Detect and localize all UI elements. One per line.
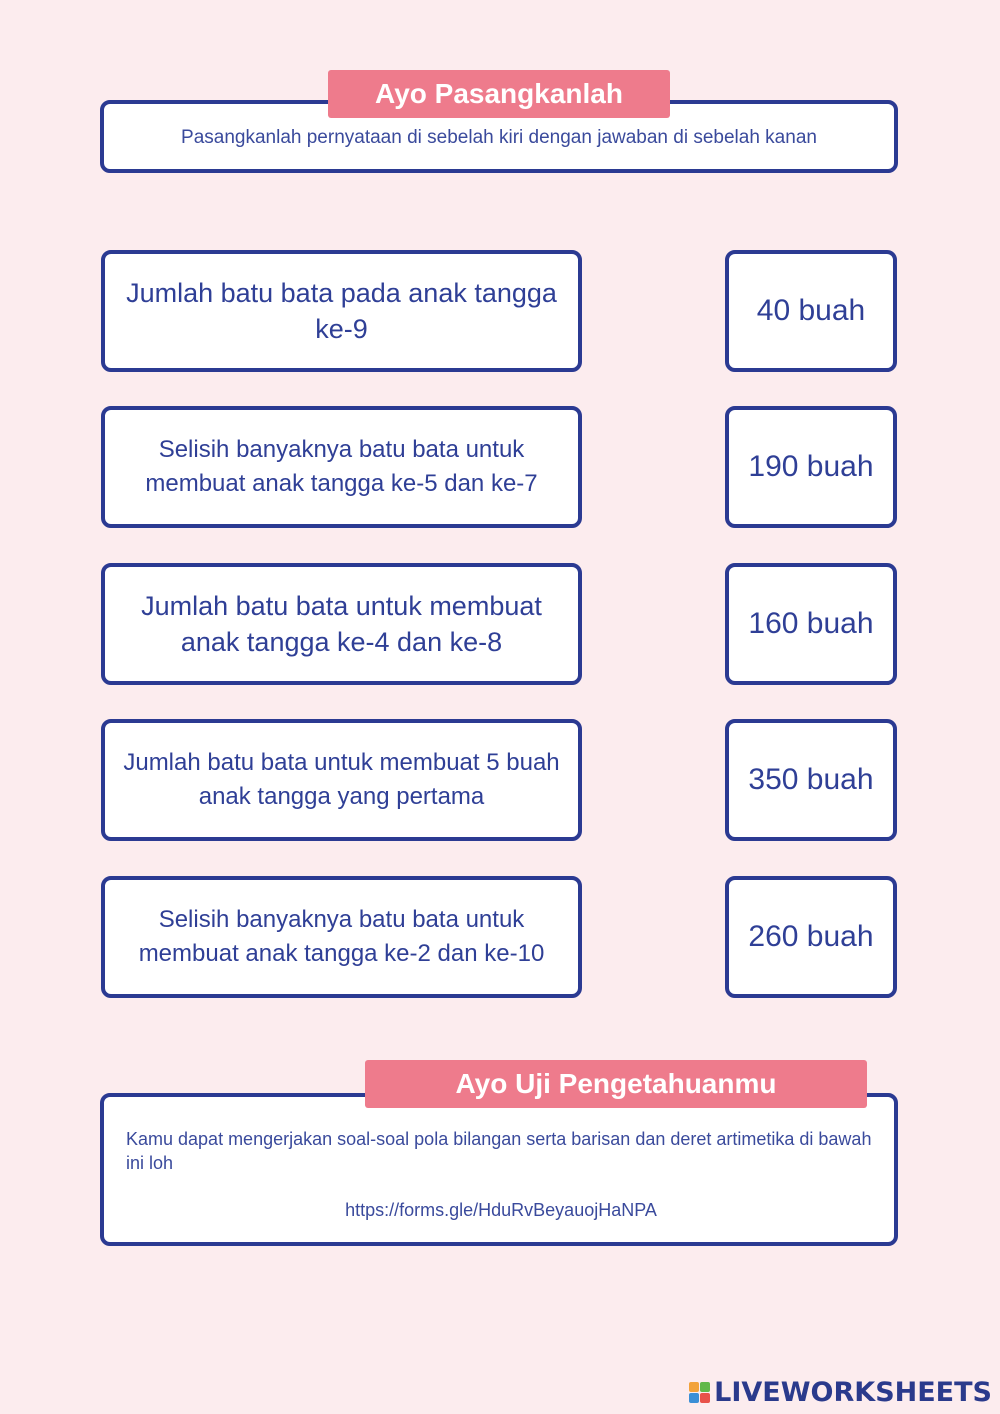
logo-square-e: [700, 1393, 710, 1403]
question-card-3[interactable]: [101, 563, 582, 685]
logo-square-l: [689, 1382, 699, 1392]
answer-card-1[interactable]: [725, 250, 897, 372]
liveworksheets-logo: [689, 1377, 992, 1408]
answer-text: 260 buah: [748, 920, 874, 953]
question-text: Jumlah batu bata untuk membuat anak tangga ke-4 dan ke-8: [141, 590, 542, 657]
answer-card-3[interactable]: [725, 563, 897, 685]
instruction-text: Pasangkanlah pernyataan di sebelah kiri dengan jawaban di sebelah kanan: [181, 126, 817, 148]
answer-card-4[interactable]: [725, 719, 897, 841]
brand-name: LIVEWORKSHEETS: [714, 1377, 992, 1408]
page-title: Ayo Pasangkanlah: [328, 70, 670, 118]
question-text: Jumlah batu bata pada anak tangga ke-9: [126, 277, 557, 344]
question-card-1[interactable]: [101, 250, 582, 372]
answer-card-2[interactable]: [725, 406, 897, 528]
test-description: Kamu dapat mengerjakan soal-soal pola bilangan serta barisan dan deret artimetika di bawah ini loh: [126, 1129, 872, 1174]
logo-square-v: [689, 1393, 699, 1403]
question-text: Selisih banyaknya batu bata untuk membuat anak tangga ke-5 dan ke-7: [145, 436, 538, 497]
question-card-5[interactable]: [101, 876, 582, 998]
form-link[interactable]: https://forms.gle/HduRvBeyauojHaNPA: [345, 1199, 657, 1220]
answer-card-5[interactable]: [725, 876, 897, 998]
question-text: Jumlah batu bata untuk membuat 5 buah anak tangga yang pertama: [123, 749, 560, 810]
answer-text: 190 buah: [748, 450, 874, 483]
question-card-2[interactable]: [101, 406, 582, 528]
test-section-title: Ayo Uji Pengetahuanmu: [365, 1060, 867, 1108]
logo-grid-icon: [689, 1382, 710, 1403]
logo-square-i: [700, 1382, 710, 1392]
test-box: [100, 1093, 898, 1246]
answer-text: 160 buah: [748, 607, 874, 640]
answer-text: 350 buah: [748, 763, 874, 796]
answer-text: 40 buah: [756, 294, 866, 327]
question-card-4[interactable]: [101, 719, 582, 841]
question-text: Selisih banyaknya batu bata untuk membuat anak tangga ke-2 dan ke-10: [138, 906, 545, 967]
